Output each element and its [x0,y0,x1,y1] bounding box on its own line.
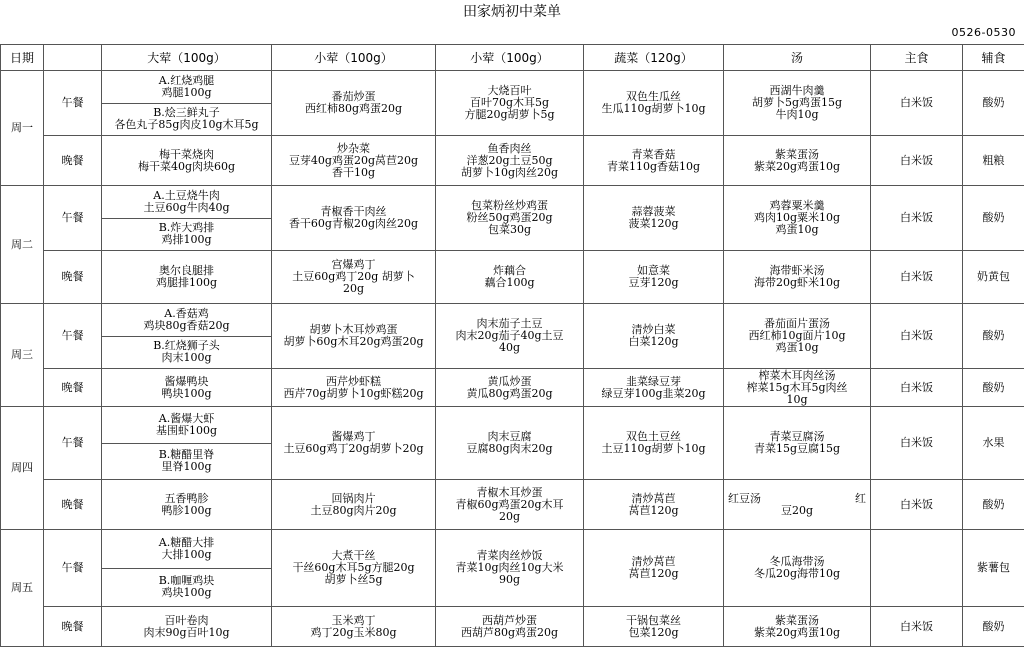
main-dish-a: A.糖醋大排 大排100g [158,535,215,561]
small-dish-1: 回锅肉片 土豆80g肉片20g [272,480,436,530]
main-dish-cell [102,304,272,369]
staple [871,530,963,607]
meal-label: 午餐 [44,304,102,369]
small-dish-1: 宫爆鸡丁 土豆60g鸡丁20g 胡萝卜 20g [272,251,436,304]
main-dish-a: A.香菇鸡 鸡块80g香菇20g [143,306,230,332]
date-range: 0526-0530 [951,26,1016,39]
small-dish-2: 黄瓜炒蛋 黄瓜80g鸡蛋20g [436,369,584,407]
main-dish: 梅干菜烧肉 梅干菜40g肉块60g [102,136,272,186]
soup [724,480,871,530]
side-dish: 酸奶 [963,369,1024,407]
header-side: 辅食 [963,45,1024,71]
small-dish-1: 玉米鸡丁 鸡丁20g玉米80g [272,607,436,647]
soup: 冬瓜海带汤 冬瓜20g海带10g [724,530,871,607]
header-date: 日期 [1,45,44,71]
staple: 白米饭 [871,304,963,369]
header-small-dish-1: 小荤（100g） [272,45,436,71]
meal-label: 午餐 [44,530,102,607]
header-main-dish: 大荤（100g） [102,45,272,71]
staple: 白米饭 [871,136,963,186]
staple: 白米饭 [871,407,963,480]
main-dish-cell [102,530,272,607]
table-row [1,607,1024,647]
header-soup: 汤 [724,45,871,71]
table-row [1,530,1024,607]
soup: 紫菜蛋汤 紫菜20g鸡蛋10g [724,607,871,647]
meal-label: 午餐 [44,71,102,136]
staple: 白米饭 [871,369,963,407]
page-title: 田家炳初中菜单 [463,4,561,20]
header-row [1,45,1024,71]
table-row [1,251,1024,304]
small-dish-2: 大烧百叶 百叶70g木耳5g 方腿20g胡萝卜5g [436,71,584,136]
side-dish: 奶黄包 [963,251,1024,304]
small-dish-2: 肉末豆腐 豆腐80g肉末20g [436,407,584,480]
vegetable-dish: 清炒白菜 白菜120g [584,304,724,369]
table-row [1,480,1024,530]
meal-label: 午餐 [44,407,102,480]
main-dish-cell [102,186,272,251]
soup: 青菜豆腐汤 青菜15g豆腐15g [724,407,871,480]
vegetable-dish: 清炒莴苣 莴苣120g [584,480,724,530]
soup: 番茄面片蛋汤 西红柿10g面片10g 鸡蛋10g [724,304,871,369]
vegetable-dish: 双色土豆丝 土豆110g胡萝卜10g [584,407,724,480]
main-dish-b: B.炸大鸡排 鸡排100g [102,218,271,251]
header-small-dish-2: 小荤（100g） [436,45,584,71]
staple: 白米饭 [871,607,963,647]
header-meal [44,45,102,71]
side-dish: 酸奶 [963,186,1024,251]
main-dish: 百叶卷肉 肉末90g百叶10g [102,607,272,647]
vegetable-dish: 清炒莴苣 莴苣120g [584,530,724,607]
day-cell: 周三 [1,304,44,407]
meal-label: 晚餐 [44,251,102,304]
small-dish-1: 西芹炒虾糕 西芹70g胡萝卜10g虾糕20g [272,369,436,407]
side-dish: 水果 [963,407,1024,480]
side-dish: 酸奶 [963,480,1024,530]
main-dish-cell [102,71,272,136]
soup-ingredient-start: 红 [855,491,866,505]
main-dish-b: B.糖醋里脊 里脊100g [102,443,271,480]
small-dish-2: 包菜粉丝炒鸡蛋 粉丝50g鸡蛋20g 包菜30g [436,186,584,251]
table-row [1,369,1024,407]
vegetable-dish: 双色生瓜丝 生瓜110g胡萝卜10g [584,71,724,136]
main-dish: 奥尔良腿排 鸡腿排100g [102,251,272,304]
side-dish: 紫薯包 [963,530,1024,607]
small-dish-1: 番茄炒蛋 西红柿80g鸡蛋20g [272,71,436,136]
day-cell: 周四 [1,407,44,530]
small-dish-2: 肉末茄子土豆 肉末20g茄子40g土豆 40g [436,304,584,369]
main-dish-a: A.酱爆大虾 基围虾100g [155,411,218,437]
main-dish-a: A.红烧鸡腿 鸡腿100g [158,73,215,99]
vegetable-dish: 蒜蓉菠菜 菠菜120g [584,186,724,251]
main-dish-a: A.土豆烧牛肉 土豆60g牛肉40g [143,188,230,214]
soup-name: 红豆汤 [728,491,761,505]
main-dish: 五香鸭胗 鸭胗100g [102,480,272,530]
staple: 白米饭 [871,251,963,304]
small-dish-2: 青菜肉丝炒饭 青菜10g肉丝10g大米 90g [436,530,584,607]
header-staple: 主食 [871,45,963,71]
main-dish: 酱爆鸭块 鸭块100g [102,369,272,407]
table-row [1,71,1024,136]
soup: 鸡蓉粟米羹 鸡肉10g粟米10g 鸡蛋10g [724,186,871,251]
side-dish: 酸奶 [963,304,1024,369]
small-dish-2: 西葫芦炒蛋 西葫芦80g鸡蛋20g [436,607,584,647]
main-dish-b: B.红烧狮子头 肉末100g [102,336,271,369]
meal-label: 晚餐 [44,480,102,530]
soup: 榨菜木耳肉丝汤 榨菜15g木耳5g肉丝 10g [724,369,871,407]
meal-label: 晚餐 [44,607,102,647]
side-dish: 粗粮 [963,136,1024,186]
small-dish-2: 炸藕合 藕合100g [436,251,584,304]
small-dish-2: 青椒木耳炒蛋 青椒60g鸡蛋20g木耳 20g [436,480,584,530]
vegetable-dish: 如意菜 豆芽120g [584,251,724,304]
staple: 白米饭 [871,71,963,136]
meal-label: 晚餐 [44,369,102,407]
main-dish-cell [102,407,272,480]
header-vegetable: 蔬菜（120g） [584,45,724,71]
main-dish-b: B.烩三鲜丸子 各色丸子85g肉皮10g木耳5g [102,103,271,136]
soup: 海带虾米汤 海带20g虾米10g [724,251,871,304]
soup: 紫菜蛋汤 紫菜20g鸡蛋10g [724,136,871,186]
soup: 西湖牛肉羹 胡萝卜5g鸡蛋15g 牛肉10g [724,71,871,136]
staple: 白米饭 [871,480,963,530]
table-row [1,407,1024,480]
small-dish-2: 鱼香肉丝 洋葱20g土豆50g 胡萝卜10g肉丝20g [436,136,584,186]
main-dish-b: B.咖喱鸡块 鸡块100g [102,568,271,607]
side-dish: 酸奶 [963,607,1024,647]
table-row [1,136,1024,186]
meal-label: 晚餐 [44,136,102,186]
meal-label: 午餐 [44,186,102,251]
small-dish-1: 酱爆鸡丁 土豆60g鸡丁20g胡萝卜20g [272,407,436,480]
staple: 白米饭 [871,186,963,251]
table-row [1,304,1024,369]
soup-ingredient-rest: 豆20g [780,503,814,517]
side-dish: 酸奶 [963,71,1024,136]
table-row [1,186,1024,251]
small-dish-1: 胡萝卜木耳炒鸡蛋 胡萝卜60g木耳20g鸡蛋20g [272,304,436,369]
day-cell: 周一 [1,71,44,186]
small-dish-1: 大煮干丝 干丝60g木耳5g方腿20g 胡萝卜丝5g [272,530,436,607]
vegetable-dish: 韭菜绿豆芽 绿豆芽100g韭菜20g [584,369,724,407]
day-cell: 周五 [1,530,44,647]
small-dish-1: 青椒香干肉丝 香干60g青椒20g肉丝20g [272,186,436,251]
vegetable-dish: 青菜香菇 青菜110g香菇10g [584,136,724,186]
menu-table [0,44,1024,647]
day-cell: 周二 [1,186,44,304]
vegetable-dish: 干锅包菜丝 包菜120g [584,607,724,647]
small-dish-1: 炒杂菜 豆芽40g鸡蛋20g莴苣20g 香干10g [272,136,436,186]
